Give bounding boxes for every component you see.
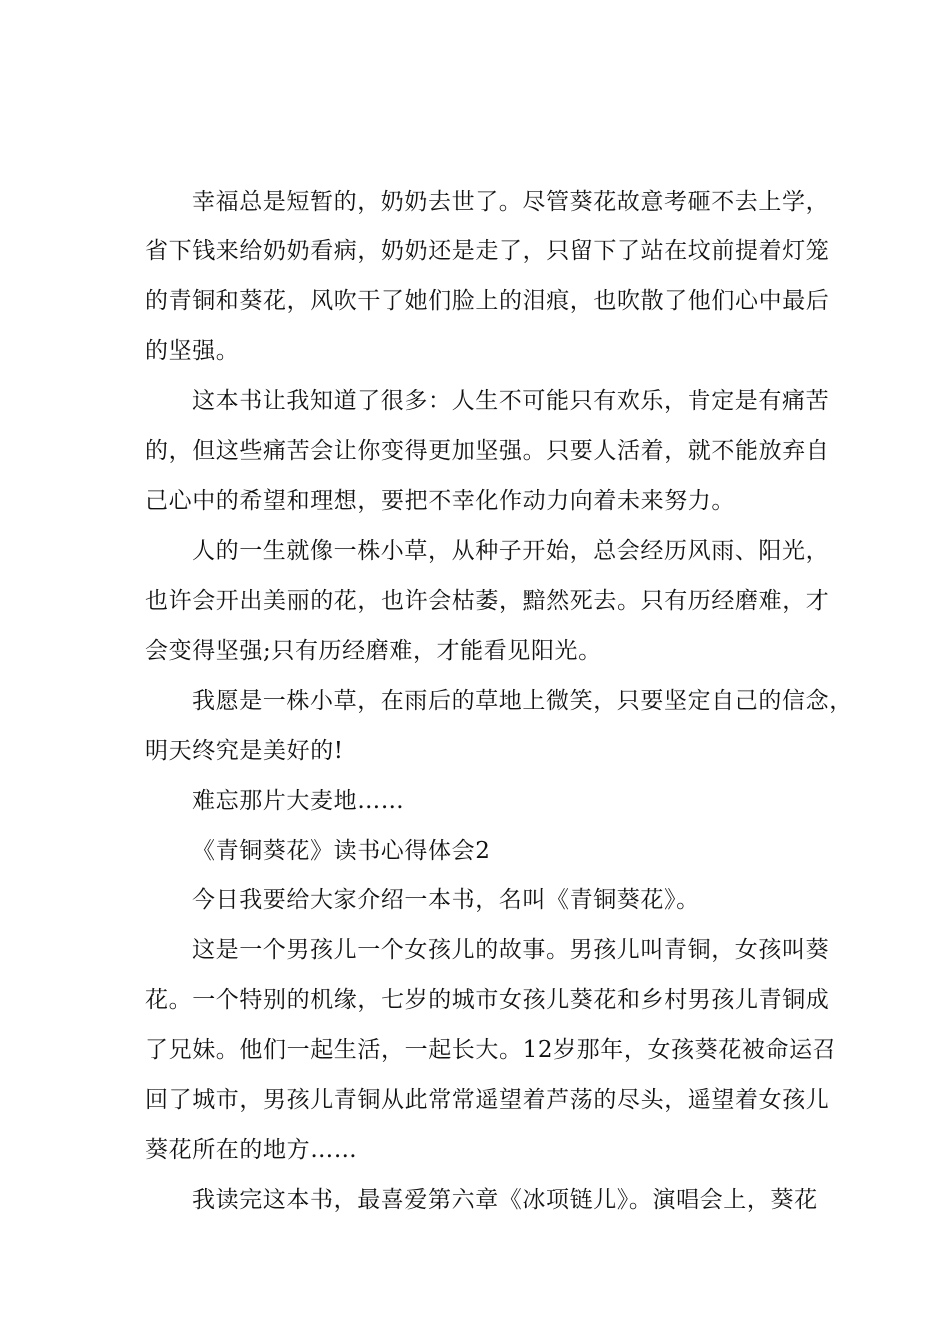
section-title: 《青铜葵花》读书心得体会2 xyxy=(192,838,491,864)
paragraph-line: 幸福总是短暂的，奶奶去世了。尽管葵花故意考砸不去上学， xyxy=(192,189,830,215)
paragraph-line: 难忘那片大麦地…… xyxy=(192,788,405,814)
paragraph-line: 了兄妹。他们一起生活，一起长大。12岁那年，女孩葵花被命运召 xyxy=(145,1037,837,1063)
paragraph-line: 这是一个男孩儿一个女孩儿的故事。男孩儿叫青铜，女孩叫葵 xyxy=(192,937,830,963)
paragraph-line: 人的一生就像一株小草，从种子开始，总会经历风雨、阳光， xyxy=(192,538,830,564)
paragraph-line: 的坚强。 xyxy=(145,338,240,364)
paragraph-line: 省下钱来给奶奶看病，奶奶还是走了，只留下了站在坟前提着灯笼 xyxy=(145,238,830,264)
paragraph-line: 葵花所在的地方…… xyxy=(145,1137,358,1163)
paragraph-line: 明天终究是美好的! xyxy=(145,738,344,764)
paragraph-line: 的青铜和葵花，风吹干了她们脸上的泪痕，也吹散了他们心中最后 xyxy=(145,288,830,314)
paragraph-line: 今日我要给大家介绍一本书，名叫《青铜葵花》。 xyxy=(192,887,700,913)
paragraph-line: 我愿是一株小草，在雨后的草地上微笑，只要坚定自己的信念， xyxy=(192,688,853,714)
paragraph-line: 己心中的希望和理想，要把不幸化作动力向着未来努力。 xyxy=(145,488,735,514)
paragraph-line: 也许会开出美丽的花，也许会枯萎，黯然死去。只有历经磨难，才 xyxy=(145,588,830,614)
paragraph-line: 我读完这本书，最喜爱第六章《冰项链儿》。演唱会上，葵花 xyxy=(192,1187,818,1213)
paragraph-line: 会变得坚强;只有历经磨难，才能看见阳光。 xyxy=(145,638,602,664)
paragraph-line: 这本书让我知道了很多：人生不可能只有欢乐，肯定是有痛苦 xyxy=(192,388,830,414)
paragraph-line: 花。一个特别的机缘，七岁的城市女孩儿葵花和乡村男孩儿青铜成 xyxy=(145,987,830,1013)
paragraph-line: 回了城市，男孩儿青铜从此常常遥望着芦荡的尽头，遥望着女孩儿 xyxy=(145,1087,830,1113)
paragraph-line: 的，但这些痛苦会让你变得更加坚强。只要人活着，就不能放弃自 xyxy=(145,438,830,464)
